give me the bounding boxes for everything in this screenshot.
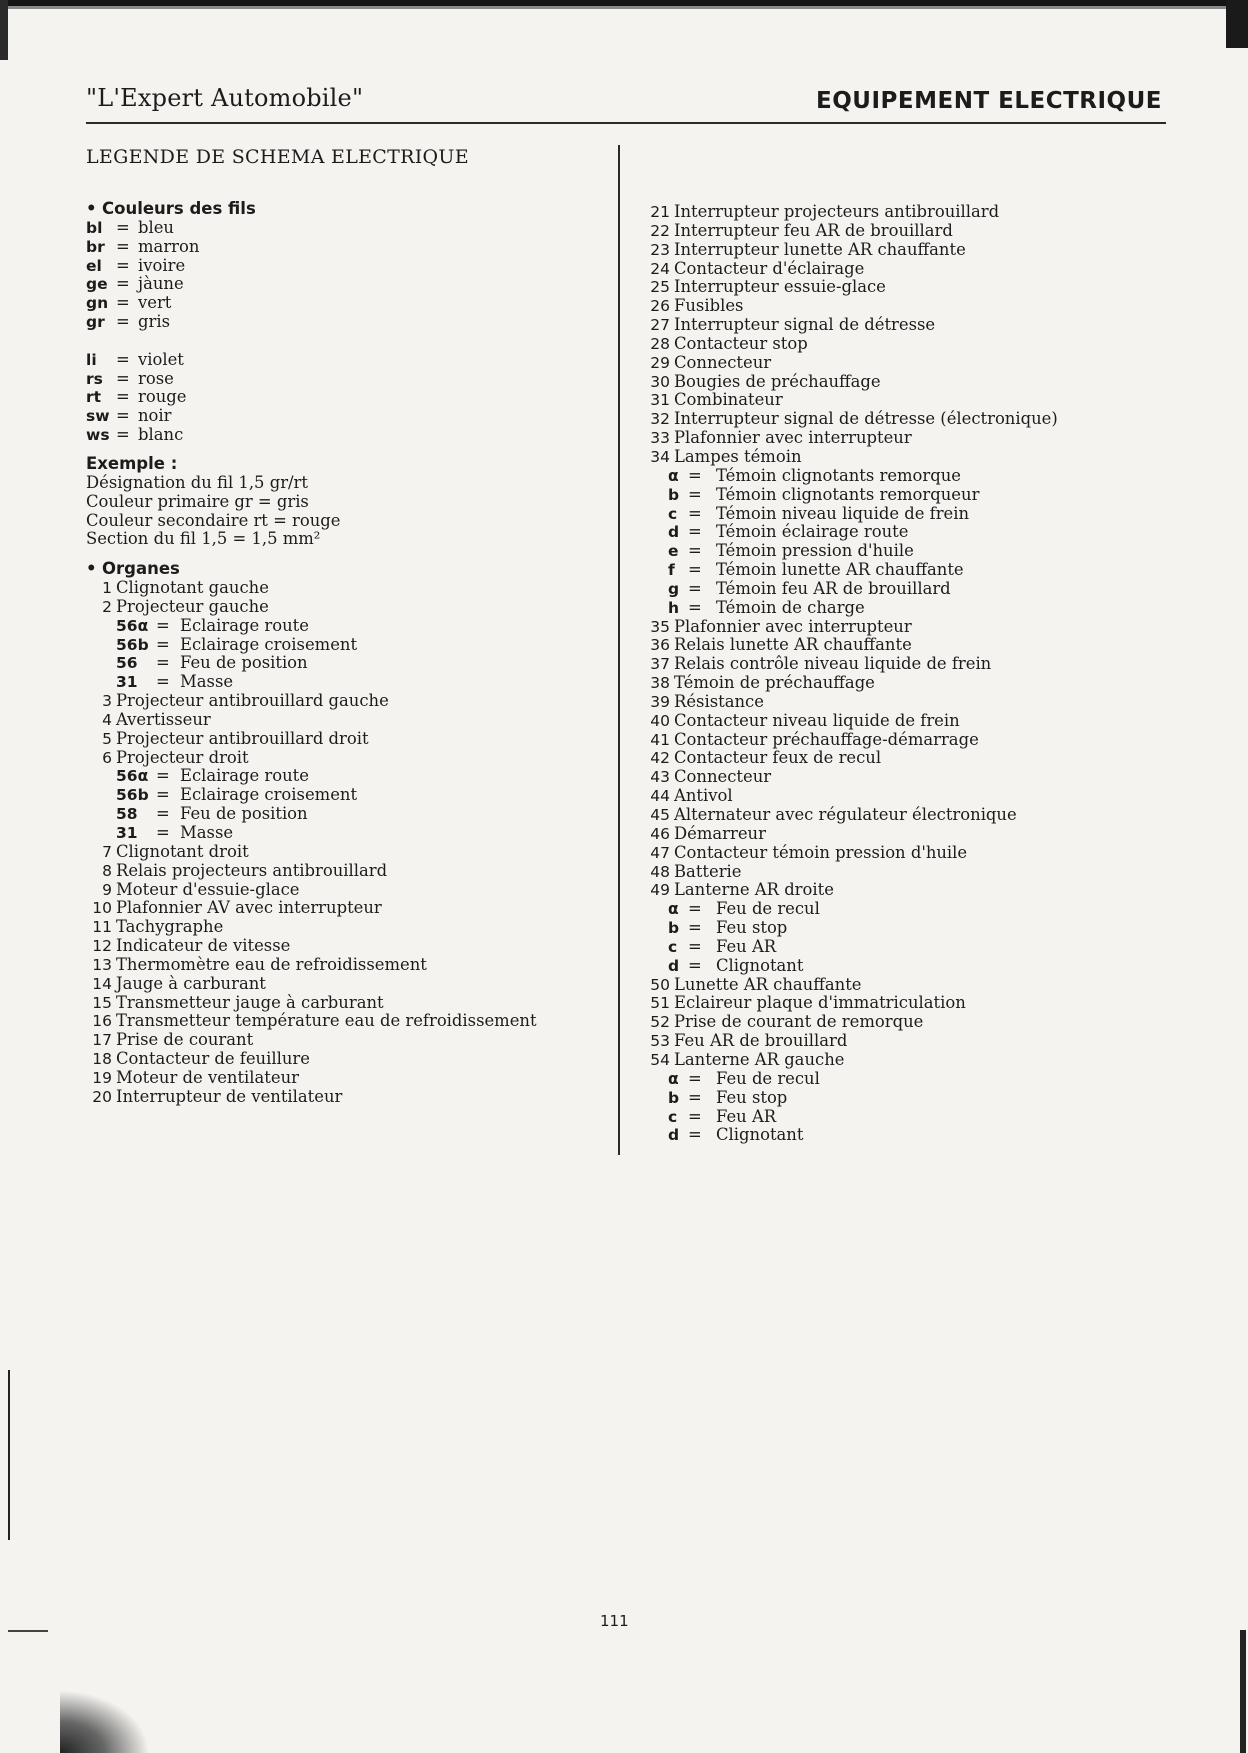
organe-label: Contacteur d'éclairage — [674, 258, 865, 278]
organe-number: 4 — [102, 710, 112, 729]
equals-sign: = — [156, 766, 170, 786]
organe-label: Interrupteur de ventilateur — [116, 1086, 343, 1106]
organe-item — [646, 768, 1186, 787]
sub-label: Eclairage route — [180, 615, 309, 635]
equals-sign: = — [156, 672, 170, 692]
organe-number: 47 — [650, 843, 670, 862]
organe-item — [646, 674, 1186, 693]
organe-label: Alternateur avec régulateur électronique — [674, 805, 1017, 824]
scan-edge-top-shadow — [0, 6, 1248, 9]
sub-label: Feu stop — [716, 918, 788, 938]
organe-item — [646, 448, 1186, 467]
sub-label: Masse — [180, 823, 234, 842]
example-line: Section du fil 1,5 = 1,5 mm² — [86, 529, 321, 549]
organe-number: 27 — [650, 316, 670, 335]
organe-item — [646, 655, 1186, 674]
scan-edge-left — [0, 0, 8, 60]
sub-label: Feu stop — [716, 1087, 788, 1107]
organe-item — [86, 1031, 616, 1050]
organe-item — [86, 730, 616, 749]
equals-sign: = — [156, 785, 170, 805]
organe-number: 35 — [650, 617, 670, 636]
sub-label: Feu de position — [180, 804, 308, 824]
organe-item — [646, 693, 1186, 712]
organe-label: Lunette AR chauffante — [674, 974, 862, 994]
bullet-icon: • — [86, 199, 97, 218]
organe-item — [86, 692, 616, 711]
color-row: rt = rouge — [86, 387, 187, 407]
sub-label: Masse — [180, 672, 234, 692]
organe-sub-item — [646, 1070, 1186, 1089]
organe-number: 2 — [102, 597, 112, 616]
organe-item — [646, 316, 1186, 335]
organe-label: Batterie — [674, 861, 742, 881]
organe-label: Clignotant gauche — [116, 578, 269, 598]
organe-number: 25 — [650, 278, 670, 297]
sub-label: Eclairage croisement — [180, 634, 358, 654]
organe-label: Indicateur de vitesse — [116, 936, 291, 956]
organe-item — [646, 976, 1186, 995]
organe-number: 50 — [650, 975, 670, 994]
organe-label: Avertisseur — [116, 709, 211, 729]
equals-sign: = — [688, 1106, 702, 1126]
organe-number: 17 — [92, 1031, 112, 1050]
organe-number: 1 — [102, 579, 112, 598]
organe-number: 24 — [650, 259, 670, 278]
organe-sub-item — [646, 505, 1186, 524]
color-row: li = violet — [86, 349, 184, 369]
organe-number: 46 — [650, 824, 670, 843]
example-line: Couleur primaire gr = gris — [86, 491, 309, 511]
sub-code: g — [668, 579, 680, 598]
organe-label: Interrupteur essuie-glace — [674, 277, 886, 297]
organe-item — [646, 260, 1186, 279]
equals-sign: = — [156, 615, 170, 635]
sub-code: 56b — [116, 786, 149, 805]
organe-item — [86, 1088, 616, 1107]
sub-label: Feu de position — [180, 653, 308, 673]
organe-number: 36 — [650, 636, 670, 655]
organe-number: 14 — [92, 974, 112, 993]
equals-sign: = — [688, 955, 702, 975]
organe-label: Tachygraphe — [116, 917, 224, 937]
example-line: Désignation du fil 1,5 gr/rt — [86, 472, 308, 492]
organes-list-left — [86, 579, 616, 1107]
organe-item — [646, 1013, 1186, 1032]
color-row: gn = vert — [86, 293, 172, 313]
header-rule — [86, 122, 1166, 124]
organe-item — [646, 373, 1186, 392]
organe-number: 22 — [650, 221, 670, 240]
organe-sub-item — [86, 654, 616, 673]
organe-sub-item — [646, 1108, 1186, 1127]
sub-code: b — [668, 1088, 680, 1107]
organe-label: Prise de courant de remorque — [674, 1012, 924, 1032]
organe-number: 43 — [650, 768, 670, 787]
organe-number: 7 — [102, 842, 112, 861]
organe-number: 34 — [650, 447, 670, 466]
sub-code: c — [668, 937, 678, 956]
organe-sub-item — [86, 767, 616, 786]
organe-number: 40 — [650, 711, 670, 730]
organe-number: 13 — [92, 955, 112, 974]
organe-number: 5 — [102, 729, 112, 748]
organe-sub-item — [86, 786, 616, 805]
organe-item — [646, 391, 1186, 410]
organe-label: Relais lunette AR chauffante — [674, 635, 912, 655]
sub-label: Témoin pression d'huile — [716, 541, 914, 561]
sub-label: Eclairage route — [180, 766, 309, 786]
left-column — [86, 200, 616, 1107]
equals-sign: = — [688, 522, 702, 542]
organe-item — [646, 994, 1186, 1013]
organe-label: Lampes témoin — [674, 446, 802, 466]
organe-number: 23 — [650, 240, 670, 259]
organes-heading: • Organes — [86, 559, 180, 579]
organe-label: Clignotant droit — [116, 841, 249, 861]
scan-mark-left-tick — [8, 1630, 48, 1632]
sub-label: Feu AR — [716, 936, 777, 956]
equals-sign: = — [688, 1087, 702, 1107]
organe-label: Résistance — [674, 691, 764, 711]
doc-title: "L'Expert Automobile" — [86, 84, 364, 112]
sub-label: Témoin de charge — [716, 597, 865, 617]
sub-label: Feu de recul — [716, 899, 820, 919]
color-row: ge = jàune — [86, 274, 184, 294]
color-row: ws = blanc — [86, 425, 184, 445]
organe-label: Projecteur antibrouillard gauche — [116, 691, 389, 711]
organe-number: 48 — [650, 862, 670, 881]
organe-number: 18 — [92, 1050, 112, 1069]
organe-sub-item — [86, 617, 616, 636]
organe-item — [646, 222, 1186, 241]
organe-item — [646, 429, 1186, 448]
organe-number: 30 — [650, 372, 670, 391]
organe-number: 53 — [650, 1032, 670, 1051]
sub-code: α — [668, 1069, 679, 1088]
organe-label: Plafonnier avec interrupteur — [674, 616, 912, 636]
sub-code: d — [668, 523, 680, 542]
organe-item — [646, 636, 1186, 655]
organe-label: Contacteur préchauffage-démarrage — [674, 729, 979, 749]
sub-code: α — [668, 900, 679, 919]
color-row: bl = bleu — [86, 217, 174, 237]
color-row: sw = noir — [86, 406, 172, 426]
organe-item — [86, 1012, 616, 1031]
organe-number: 41 — [650, 730, 670, 749]
organe-number: 12 — [92, 937, 112, 956]
organe-number: 11 — [92, 918, 112, 937]
organe-label: Bougies de préchauffage — [674, 371, 881, 391]
organe-item — [86, 899, 616, 918]
organe-sub-item — [646, 938, 1186, 957]
equals-sign: = — [688, 484, 702, 504]
section-title: EQUIPEMENT ELECTRIQUE — [816, 88, 1162, 114]
color-group-2 — [86, 351, 616, 445]
sub-code: c — [668, 504, 678, 523]
sub-label: Témoin lunette AR chauffante — [716, 560, 964, 580]
scan-edge-right — [1226, 0, 1248, 48]
organe-number: 20 — [92, 1087, 112, 1106]
organe-number: 49 — [650, 881, 670, 900]
organe-item — [646, 712, 1186, 731]
organe-item — [646, 881, 1186, 900]
column-divider — [618, 145, 620, 1155]
color-row: br = marron — [86, 236, 200, 256]
organe-label: Interrupteur signal de détresse — [674, 315, 936, 335]
sub-label: Clignotant — [716, 1125, 804, 1145]
sub-label: Feu de recul — [716, 1068, 820, 1088]
organe-label: Fusibles — [674, 296, 744, 316]
organe-number: 54 — [650, 1050, 670, 1069]
organe-label: Transmetteur température eau de refroidissement — [116, 1011, 537, 1031]
sub-code: f — [668, 561, 675, 580]
sub-code: d — [668, 1126, 680, 1145]
sub-label: Témoin feu AR de brouillard — [716, 578, 951, 598]
equals-sign: = — [688, 936, 702, 956]
sub-code: α — [668, 466, 679, 485]
organe-item — [646, 335, 1186, 354]
equals-sign: = — [688, 503, 702, 523]
organe-item — [86, 1050, 616, 1069]
organe-item — [646, 618, 1186, 637]
equals-sign: = — [688, 578, 702, 598]
organe-number: 21 — [650, 203, 670, 221]
organe-item — [86, 994, 616, 1013]
organe-item — [86, 862, 616, 881]
scan-mark-left — [8, 1370, 10, 1540]
organe-label: Eclaireur plaque d'immatriculation — [674, 993, 966, 1013]
organe-number: 38 — [650, 674, 670, 693]
organe-number: 28 — [650, 334, 670, 353]
organes-list-right — [646, 203, 1186, 1145]
organe-label: Projecteur droit — [116, 747, 249, 767]
organe-number: 10 — [92, 899, 112, 918]
organe-item — [86, 579, 616, 598]
sub-label: Témoin niveau liquide de frein — [716, 503, 970, 523]
organe-label: Relais projecteurs antibrouillard — [116, 860, 388, 880]
organe-number: 39 — [650, 692, 670, 711]
organe-item — [86, 843, 616, 862]
organe-number: 26 — [650, 297, 670, 316]
sub-label: Témoin clignotants remorque — [716, 465, 962, 485]
organe-sub-item — [646, 1126, 1186, 1145]
equals-sign: = — [688, 1068, 702, 1088]
equals-sign: = — [688, 918, 702, 938]
equals-sign: = — [688, 560, 702, 580]
colors-heading: • Couleurs des fils — [86, 199, 256, 218]
scan-corner-shadow — [60, 1690, 150, 1753]
sub-code: 31 — [116, 824, 138, 842]
organe-number: 16 — [92, 1012, 112, 1031]
sub-label: Feu AR — [716, 1106, 777, 1126]
organe-item — [646, 863, 1186, 882]
organe-number: 19 — [92, 1068, 112, 1087]
organe-number: 29 — [650, 353, 670, 372]
organe-label: Démarreur — [674, 823, 766, 843]
organe-item — [646, 731, 1186, 750]
sub-code: e — [668, 542, 679, 561]
organe-label: Antivol — [674, 786, 733, 806]
organe-label: Interrupteur projecteurs antibrouillard — [674, 202, 1000, 221]
legend-title: LEGENDE DE SCHEMA ELECTRIQUE — [86, 146, 469, 168]
organe-number: 42 — [650, 749, 670, 768]
organe-sub-item — [646, 580, 1186, 599]
sub-code: h — [668, 598, 680, 617]
organe-item — [646, 806, 1186, 825]
organe-label: Moteur de ventilateur — [116, 1067, 299, 1087]
organe-number: 33 — [650, 429, 670, 448]
color-group-1 — [86, 219, 616, 332]
organe-item — [646, 825, 1186, 844]
equals-sign: = — [688, 541, 702, 561]
organe-label: Contacteur de feuillure — [116, 1049, 310, 1069]
organe-item — [646, 241, 1186, 260]
organe-label: Feu AR de brouillard — [674, 1031, 848, 1051]
organe-label: Interrupteur signal de détresse (électronique) — [674, 409, 1058, 429]
organe-label: Contacteur feux de recul — [674, 748, 882, 768]
organe-label: Combinateur — [674, 390, 783, 410]
organe-label: Lanterne AR gauche — [674, 1049, 845, 1069]
sub-code: b — [668, 485, 680, 504]
organe-number: 44 — [650, 787, 670, 806]
organe-item — [86, 598, 616, 617]
sub-code: 56α — [116, 767, 149, 786]
organe-item — [646, 844, 1186, 863]
sub-code: 58 — [116, 805, 138, 824]
organe-label: Projecteur gauche — [116, 596, 269, 616]
organe-sub-item — [646, 523, 1186, 542]
sub-code: 56b — [116, 635, 149, 654]
equals-sign: = — [688, 1125, 702, 1145]
organe-sub-item — [646, 542, 1186, 561]
organe-sub-item — [646, 599, 1186, 618]
organe-label: Lanterne AR droite — [674, 880, 834, 900]
organe-label: Témoin de préchauffage — [674, 673, 875, 693]
organe-label: Plafonnier avec interrupteur — [674, 428, 912, 448]
organe-number: 15 — [92, 993, 112, 1012]
organe-item — [86, 881, 616, 900]
organe-item — [86, 749, 616, 768]
sub-label: Témoin éclairage route — [716, 522, 909, 542]
organe-sub-item — [86, 805, 616, 824]
organe-label: Moteur d'essuie-glace — [116, 879, 300, 899]
organe-label: Contacteur niveau liquide de frein — [674, 710, 960, 730]
organe-sub-item — [646, 486, 1186, 505]
organe-sub-item — [86, 673, 616, 692]
example-line: Couleur secondaire rt = rouge — [86, 510, 341, 530]
sub-code: d — [668, 956, 680, 975]
organe-label: Interrupteur lunette AR chauffante — [674, 239, 966, 259]
equals-sign: = — [156, 823, 170, 842]
organe-item — [646, 1032, 1186, 1051]
organe-number: 6 — [102, 748, 112, 767]
organe-item — [646, 203, 1186, 222]
organe-label: Contacteur stop — [674, 333, 808, 353]
color-row: rs = rose — [86, 368, 174, 388]
bullet-icon: • — [86, 559, 97, 579]
organe-sub-item — [86, 636, 616, 655]
equals-sign: = — [688, 597, 702, 617]
organe-number: 37 — [650, 655, 670, 674]
page-header — [86, 84, 1166, 124]
sub-code: b — [668, 919, 680, 938]
organe-number: 52 — [650, 1013, 670, 1032]
sub-label: Témoin clignotants remorqueur — [716, 484, 980, 504]
example-heading: Exemple : — [86, 453, 178, 473]
organe-item — [86, 711, 616, 730]
sub-code: 56α — [116, 616, 149, 635]
organe-sub-item — [646, 900, 1186, 919]
right-column — [646, 203, 1186, 1145]
organe-number: 32 — [650, 410, 670, 429]
organe-number: 51 — [650, 994, 670, 1013]
organe-item — [646, 354, 1186, 373]
organe-item — [646, 410, 1186, 429]
scan-edge-right-bottom — [1240, 1630, 1246, 1753]
organe-sub-item — [86, 824, 616, 843]
organe-label: Thermomètre eau de refroidissement — [116, 954, 427, 974]
organe-item — [646, 749, 1186, 768]
organe-label: Jauge à carburant — [116, 973, 266, 993]
sub-code: 31 — [116, 673, 138, 692]
equals-sign: = — [156, 804, 170, 824]
organe-label: Plafonnier AV avec interrupteur — [116, 898, 382, 918]
organe-item — [86, 956, 616, 975]
sub-label: Clignotant — [716, 955, 804, 975]
page-number: 111 — [600, 1612, 629, 1630]
organe-sub-item — [646, 467, 1186, 486]
organe-item — [86, 918, 616, 937]
organe-label: Transmetteur jauge à carburant — [116, 992, 384, 1012]
organe-sub-item — [646, 957, 1186, 976]
sub-label: Eclairage croisement — [180, 785, 358, 805]
organe-item — [646, 297, 1186, 316]
organe-label: Relais contrôle niveau liquide de frein — [674, 654, 992, 674]
organe-label: Interrupteur feu AR de brouillard — [674, 220, 953, 240]
sub-code: c — [668, 1107, 678, 1126]
organe-number: 8 — [102, 861, 112, 880]
sub-code: 56 — [116, 654, 138, 673]
organe-label: Connecteur — [674, 767, 772, 787]
organe-label: Contacteur témoin pression d'huile — [674, 842, 968, 862]
organe-label: Prise de courant — [116, 1030, 254, 1050]
organe-label: Connecteur — [674, 352, 772, 372]
organe-item — [86, 1069, 616, 1088]
equals-sign: = — [688, 465, 702, 485]
equals-sign: = — [156, 653, 170, 673]
organe-item — [646, 278, 1186, 297]
organe-sub-item — [646, 919, 1186, 938]
organe-item — [86, 975, 616, 994]
organe-sub-item — [646, 1089, 1186, 1108]
color-row: el = ivoire — [86, 255, 186, 275]
equals-sign: = — [156, 634, 170, 654]
equals-sign: = — [688, 899, 702, 919]
organe-sub-item — [646, 561, 1186, 580]
organe-number: 9 — [102, 880, 112, 899]
organe-item — [86, 937, 616, 956]
organe-number: 31 — [650, 391, 670, 410]
organe-item — [646, 787, 1186, 806]
color-row: gr = gris — [86, 312, 170, 332]
organe-number: 45 — [650, 806, 670, 824]
organe-item — [646, 1051, 1186, 1070]
organe-label: Projecteur antibrouillard droit — [116, 728, 369, 748]
organe-number: 3 — [102, 692, 112, 711]
